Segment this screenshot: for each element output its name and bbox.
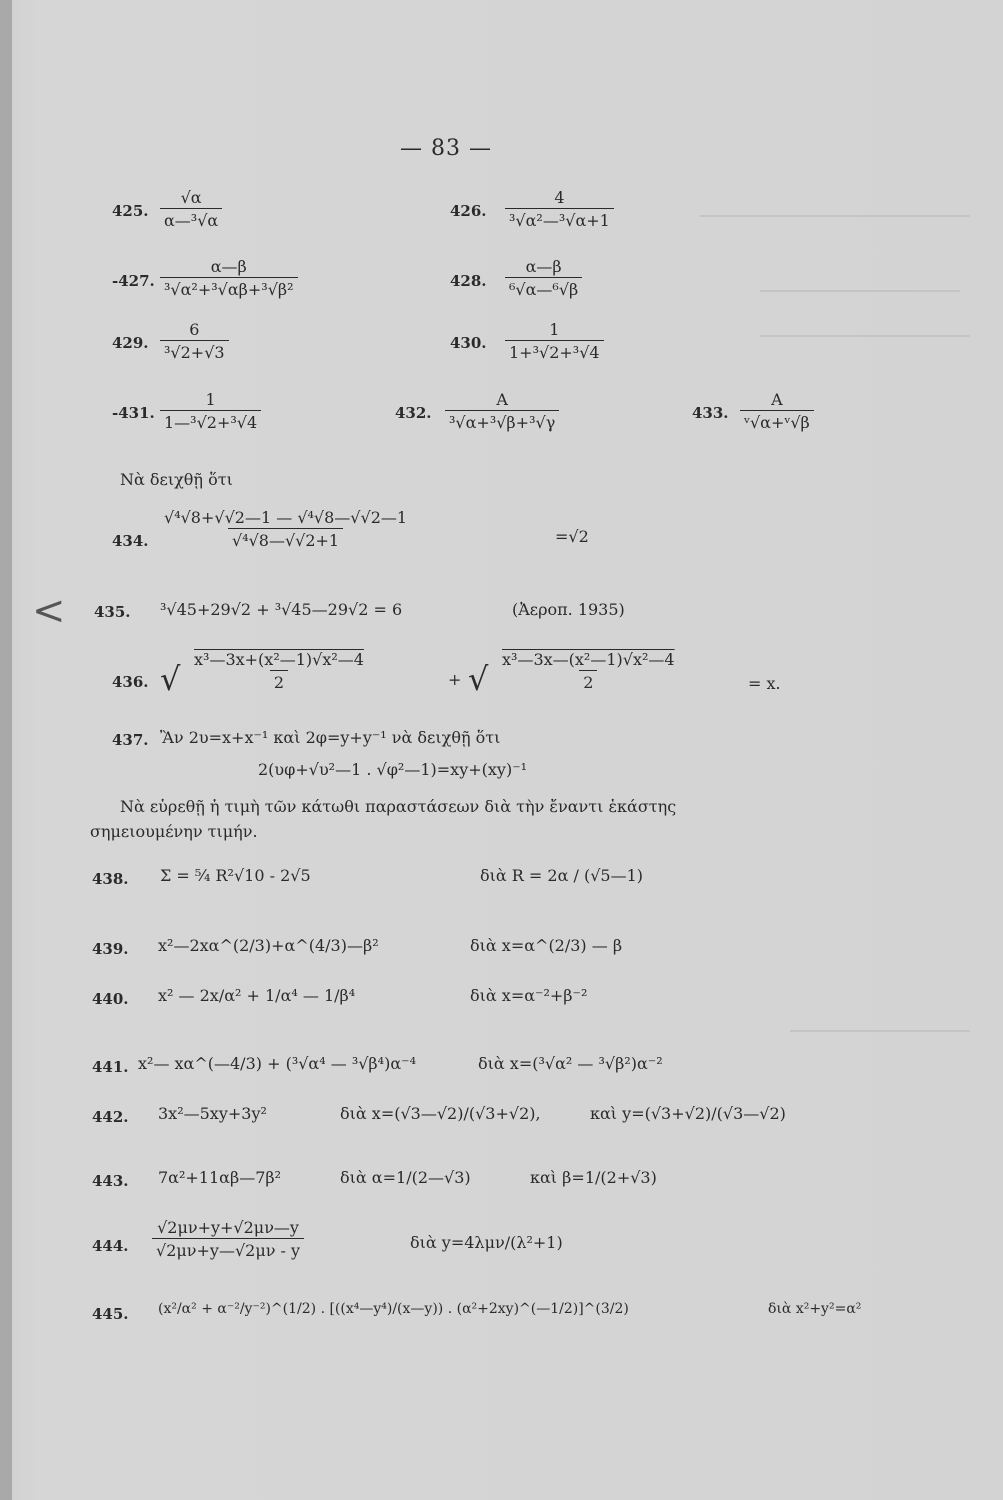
fraction (190, 650, 368, 692)
numerator: A (771, 390, 783, 409)
problem-number: 426. (450, 202, 487, 220)
fraction (445, 390, 559, 432)
condition: διὰ x=α⁻²+β⁻² (470, 986, 588, 1005)
expression: x²—2xα^(2/3)+α^(4/3)—β² (158, 936, 379, 955)
pencil-mark-icon: < (32, 588, 66, 634)
page-spine (0, 0, 12, 1500)
fraction (505, 188, 614, 230)
section-intro: Νὰ εὑρεθῇ ἡ τιμὴ τῶν κάτωθι παραστάσεων διὰ τὴν ἔναντι ἑκάστης (120, 797, 677, 816)
problem-number: 438. (92, 870, 129, 888)
problem-number: 434. (112, 532, 149, 550)
fraction (152, 1218, 304, 1260)
numerator: x³—3x—(x²—1)√x²—4 (502, 650, 675, 669)
denominator: ⁶√α—⁶√β (505, 277, 582, 299)
problem-number: -427. (112, 272, 155, 290)
problem-number: 440. (92, 990, 129, 1008)
numerator: α—β (525, 257, 562, 276)
expression: x²— xα^(—4/3) + (³√α⁴ — ³√β⁴)α⁻⁴ (138, 1054, 416, 1073)
bleed-through (760, 335, 970, 337)
problem-number: 443. (92, 1172, 129, 1190)
denominator: ³√α+³√β+³√γ (445, 410, 559, 432)
fraction (505, 257, 582, 299)
page-number: — 83 — (400, 136, 492, 161)
numerator: α—β (210, 257, 247, 276)
problem-number: 436. (112, 673, 149, 691)
condition: διὰ y=4λμν/(λ²+1) (410, 1233, 563, 1252)
expression: x² — 2x/α² + 1/α⁴ — 1/β⁴ (158, 986, 356, 1005)
problem-number: 437. (112, 731, 149, 749)
condition: διὰ x=(³√α² — ³√β²)α⁻² (478, 1054, 663, 1073)
expression: (x²/α² + α⁻²/y⁻²)^(1/2) . [((x⁴—y⁴)/(x—y)) . (α²+2xy)^(—1/2)]^(3/2) (158, 1301, 629, 1317)
problem-number: 439. (92, 940, 129, 958)
numerator: A (496, 390, 508, 409)
source-note: (Ἀεροπ. 1935) (512, 600, 625, 619)
fraction (160, 320, 229, 362)
condition: διὰ x=α^(2/3) — β (470, 936, 623, 955)
denominator: 1+³√2+³√4 (505, 340, 604, 362)
fraction (505, 320, 604, 362)
bleed-through (760, 290, 960, 292)
problem-number: 441. (92, 1058, 129, 1076)
fraction (160, 508, 411, 550)
denominator: 1—³√2+³√4 (160, 410, 261, 432)
expression: 7α²+11αβ—7β² (158, 1168, 282, 1187)
denominator: ³√α²—³√α+1 (505, 208, 614, 230)
numerator: √⁴√8+√√2—1 — √⁴√8—√√2—1 (164, 508, 408, 527)
condition-alpha: διὰ α=1/(2—√3) (340, 1168, 471, 1187)
plus-sign: + (448, 670, 462, 689)
fraction (160, 257, 298, 299)
bleed-through (700, 215, 970, 217)
problem-number: 433. (692, 404, 729, 422)
expression: Σ = ⁵⁄₄ R²√10 - 2√5 (160, 866, 311, 885)
problem-number: -431. (112, 404, 155, 422)
section-intro: Νὰ δειχθῇ ὅτι (120, 470, 233, 489)
condition: διὰ R = 2α / (√5—1) (480, 866, 644, 885)
fraction (740, 390, 814, 432)
denominator: 2 (270, 670, 288, 692)
problem-number: 435. (94, 603, 131, 621)
problem-number: 432. (395, 404, 432, 422)
equation-rhs: =√2 (555, 527, 589, 546)
radical-sign-icon: √ (468, 660, 489, 698)
problem-number: 445. (92, 1305, 129, 1323)
fraction (160, 188, 222, 230)
denominator: α—³√α (160, 208, 222, 230)
problem-number: 425. (112, 202, 149, 220)
condition-beta: καὶ β=1/(2+√3) (530, 1168, 657, 1187)
numerator: 6 (189, 320, 200, 339)
radical-sign-icon: √ (160, 660, 181, 698)
fraction (160, 390, 261, 432)
equation: 2(υφ+√υ²—1 . √φ²—1)=xy+(xy)⁻¹ (258, 760, 528, 779)
fraction (498, 650, 679, 692)
denominator: √2μν+y—√2μν - y (152, 1238, 304, 1260)
denominator: ³√2+√3 (160, 340, 229, 362)
numerator: 4 (554, 188, 565, 207)
problem-number: 428. (450, 272, 487, 290)
condition-y: καὶ y=(√3+√2)/(√3—√2) (590, 1104, 786, 1123)
bleed-through (790, 1030, 970, 1032)
equation: ³√45+29√2 + ³√45—29√2 = 6 (160, 600, 403, 619)
denominator: √⁴√8—√√2+1 (228, 528, 343, 550)
problem-text: Ἂν 2υ=x+x⁻¹ καὶ 2φ=y+y⁻¹ νὰ δειχθῇ ὅτι (160, 728, 501, 747)
numerator: √α (180, 188, 202, 207)
problem-number: 444. (92, 1237, 129, 1255)
numerator: 1 (205, 390, 216, 409)
problem-number: 442. (92, 1108, 129, 1126)
equation-rhs: = x. (748, 674, 781, 693)
condition-x: διὰ x=(√3—√2)/(√3+√2), (340, 1104, 541, 1123)
numerator: 1 (549, 320, 560, 339)
numerator: √2μν+y+√2μν—y (157, 1218, 299, 1237)
problem-number: 429. (112, 334, 149, 352)
denominator: 2 (579, 670, 597, 692)
denominator: ³√α²+³√αβ+³√β² (160, 277, 298, 299)
problem-number: 430. (450, 334, 487, 352)
expression: 3x²—5xy+3y² (158, 1104, 267, 1123)
section-intro-cont: σημειουμένην τιμήν. (90, 822, 258, 841)
denominator: ᵛ√α+ᵛ√β (740, 410, 814, 432)
numerator: x³—3x+(x²—1)√x²—4 (194, 650, 364, 669)
condition: διὰ x²+y²=α² (768, 1301, 862, 1317)
